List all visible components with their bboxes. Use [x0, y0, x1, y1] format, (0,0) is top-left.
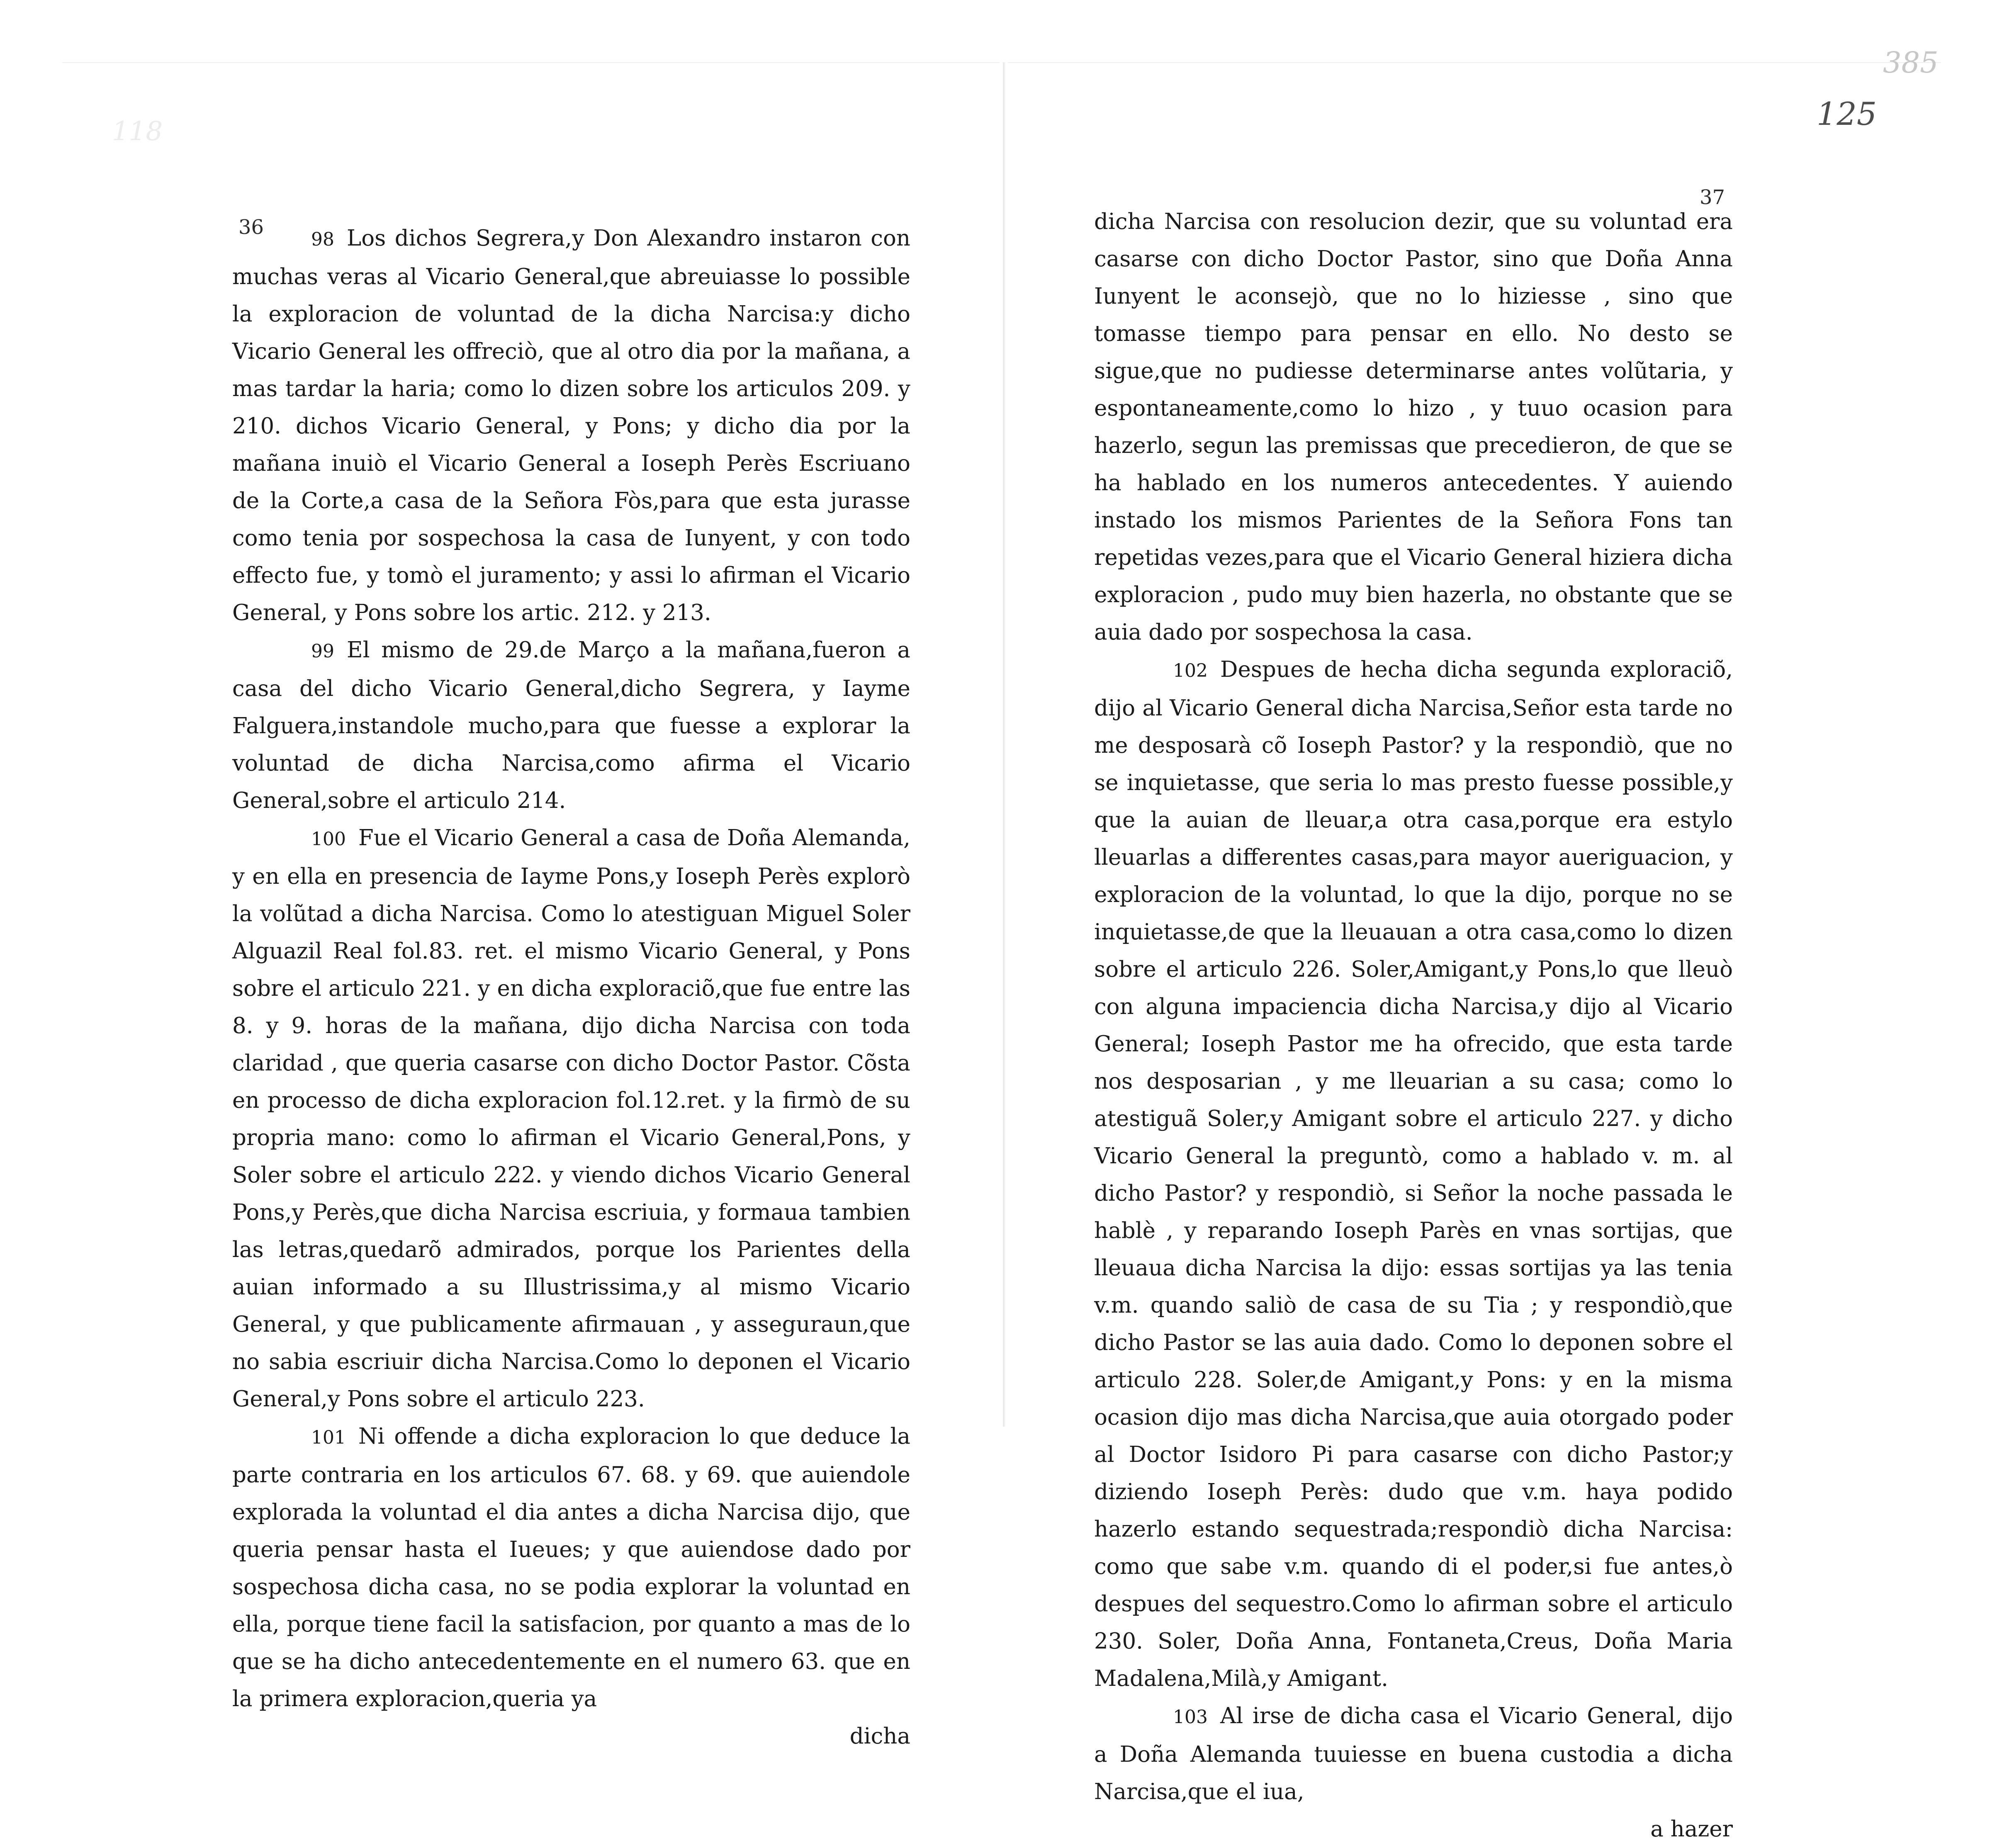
paragraph-text: Despues de hecha dicha segunda exploraciõ, dijo al Vicario General dicha Narcisa,Señor esta tarde no me desposarà cõ Ioseph Pastor? y la respondiò, que no se inquietasse, que seria lo mas presto fuesse possible,y que la auian de lleuar,a otra casa,porque era estylo lleuarlas a differentes casas,para mayor aueriguacion, y exploracion de la voluntad, lo que la dijo, porque no se inquietasse,de que la lleuauan a otra casa,como lo dizen sobre el articulo 226. Soler,Amigant,y Pons,lo que lleuò con alguna impaciencia dicha Narcisa,y dijo al Vicario General; Ioseph Pastor me ha ofrecido, que esta tarde nos desposarian , y me lleuarian a su casa; como lo atestiguã Soler,y Amigant sobre el articulo 227. y dicho Vicario General la preguntò, como a hablado v. m. al dicho Pastor? y respondiò, si Señor la noche passada le hablè , y reparando Ioseph Parès en vnas sortijas, que lleuaua dicha Narcisa la dijo: essas sortijas ya las tenia v.m. quando saliò de casa de su Tia ; y respondiò,que dicho Pastor se las auia dado. Como lo deponen sobre el articulo 228. Soler,de Amigant,y Pons: y en la misma ocasion dijo mas dicha Narcisa,que auia otorgado poder al Doctor Isidoro Pi para casarse con dicho Pastor;y diziendo Ioseph Perès: dudo que v.m. haya podido hazerlo estando sequestrada;respondiò dicha Narcisa: como que sabe v.m. quando di el poder,si fue antes,ò despues del sequestro.Como lo afirman sobre el articulo 230. Soler, Doña Anna, Fontaneta,Creus, Doña Maria Madalena,Milà,y Amigant.: [1094, 657, 1733, 1691]
left-page-number: 36: [238, 216, 264, 239]
paragraph-text: Fue el Vicario General a casa de Doña Alemanda, y en ella en presencia de Iayme Pons,y Ioseph Perès explorò la volũtad a dicha Narcisa. Como lo atestiguan Miguel Soler Alguazil Real fol.83. ret. el mismo Vicario General, y Pons sobre el articulo 221. y en dicha exploraciõ,que fue entre las 8. y 9. horas de la mañana, dijo dicha Narcisa con toda claridad , que queria casarse con dicho Doctor Pastor. Cõsta en processo de dicha exploracion fol.12.ret. y la firmò de su propria mano: como lo afirman el Vicario General,Pons, y Soler sobre el articulo 222. y viendo dichos Vicario General Pons,y Perès,que dicha Narcisa escriuia, y formaua tambien las letras,quedarõ admirados, porque los Parientes della auian informado a su Illustrissima,y al mismo Vicario General, y que publicamente afirmauan , y asseguraun,que no sabia escriuir dicha Narcisa.Como lo deponen el Vicario General,y Pons sobre el articulo 223.: [232, 825, 910, 1412]
paragraph-number: 98: [311, 229, 334, 250]
paragraph-99: [232, 632, 910, 819]
paragraph-text: Ni offende a dicha exploracion lo que deduce la parte contraria en los articulos 67. 68. y 69. que auiendole explorada la voluntad el dia antes a dicha Narcisa dijo, que queria pensar hasta el Iueues; y que auiendose dado por sospechosa dicha casa, no se podia explorar la voluntad en ella, porque tiene facil la satisfacion, por quanto a mas de lo que se ha dicho antecedentemente en el numero 63. que en la primera exploracion,queria ya: [232, 1424, 910, 1712]
faint-handwritten-note-left: 118: [112, 116, 163, 147]
faint-handwritten-note-right: 385: [1883, 46, 1939, 80]
left-page-top-edge: [62, 62, 1000, 63]
paragraph-number: 103: [1173, 1707, 1208, 1728]
handwritten-folio-number: 125: [1817, 95, 1877, 132]
paragraph-text: Al irse de dicha casa el Vicario General, dijo a Doña Alemanda tuuiesse en buena custodia a dicha Narcisa,que el iua,: [1094, 1703, 1733, 1804]
paragraph-98: [232, 220, 910, 632]
paragraph-number: 99: [311, 641, 334, 662]
catchword: a hazer: [1650, 1816, 1733, 1842]
paragraph-102: [1094, 651, 1733, 1697]
paragraph-number: 102: [1173, 660, 1208, 681]
paragraph-103: [1094, 1697, 1733, 1811]
paragraph-text: El mismo de 29.de Março a la mañana,fueron a casa del dicho Vicario General,dicho Segrera, y Iayme Falguera,instandole mucho,para que fuesse a explorar la voluntad de dicha Narcisa,como afirma el Vicario General,sobre el articulo 214.: [232, 637, 910, 813]
paragraph-101: [232, 1418, 910, 1718]
catchword: dicha: [849, 1724, 910, 1749]
book-gutter: [1003, 62, 1005, 1427]
paragraph-text: Los dichos Segrera,y Don Alexandro instaron con muchas veras al Vicario General,que abreuiasse lo possible la exploracion de voluntad de la dicha Narcisa:y dicho Vicario General les offreciò, que al otro dia por la mañana, a mas tardar la haria; como lo dizen sobre los articulos 209. y 210. dichos Vicario General, y Pons; y dicho dia por la mañana inuiò el Vicario General a Ioseph Perès Escriuano de la Corte,a casa de la Señora Fòs,para que esta jurasse como tenia por sospechosa la casa de Iunyent, y con todo effecto fue, y tomò el juramento; y assi lo afirman el Vicario General, y Pons sobre los artic. 212. y 213.: [232, 226, 910, 625]
right-page-top-edge: [1008, 62, 1941, 63]
continuation-text: dicha Narcisa con resolucion dezir, que su voluntad era casarse con dicho Doctor Pastor, sino que Doña Anna Iunyent le aconsejò, que no lo hiziesse , sino que tomasse tiempo para pensar en ello. No desto se sigue,que no pudiesse determinarse antes volũtaria, y espontaneamente,como lo hizo , y tuuo ocasion para hazerlo, segun las premissas que precedieron, de que se ha hablado en los numeros antecedentes. Y auiendo instado los mismos Parientes de la Señora Fons tan repetidas vezes,para que el Vicario General hiziera dicha exploracion , pudo muy bien hazerla, no obstante que se auia dado por sospechosa la casa.: [1094, 209, 1733, 645]
paragraph-100: [232, 819, 910, 1418]
paragraph-number: 100: [311, 829, 346, 850]
left-page: [232, 220, 910, 1755]
paragraph-number: 101: [311, 1427, 346, 1448]
right-page: [1094, 203, 1733, 1848]
right-page-number: 37: [1700, 186, 1725, 209]
